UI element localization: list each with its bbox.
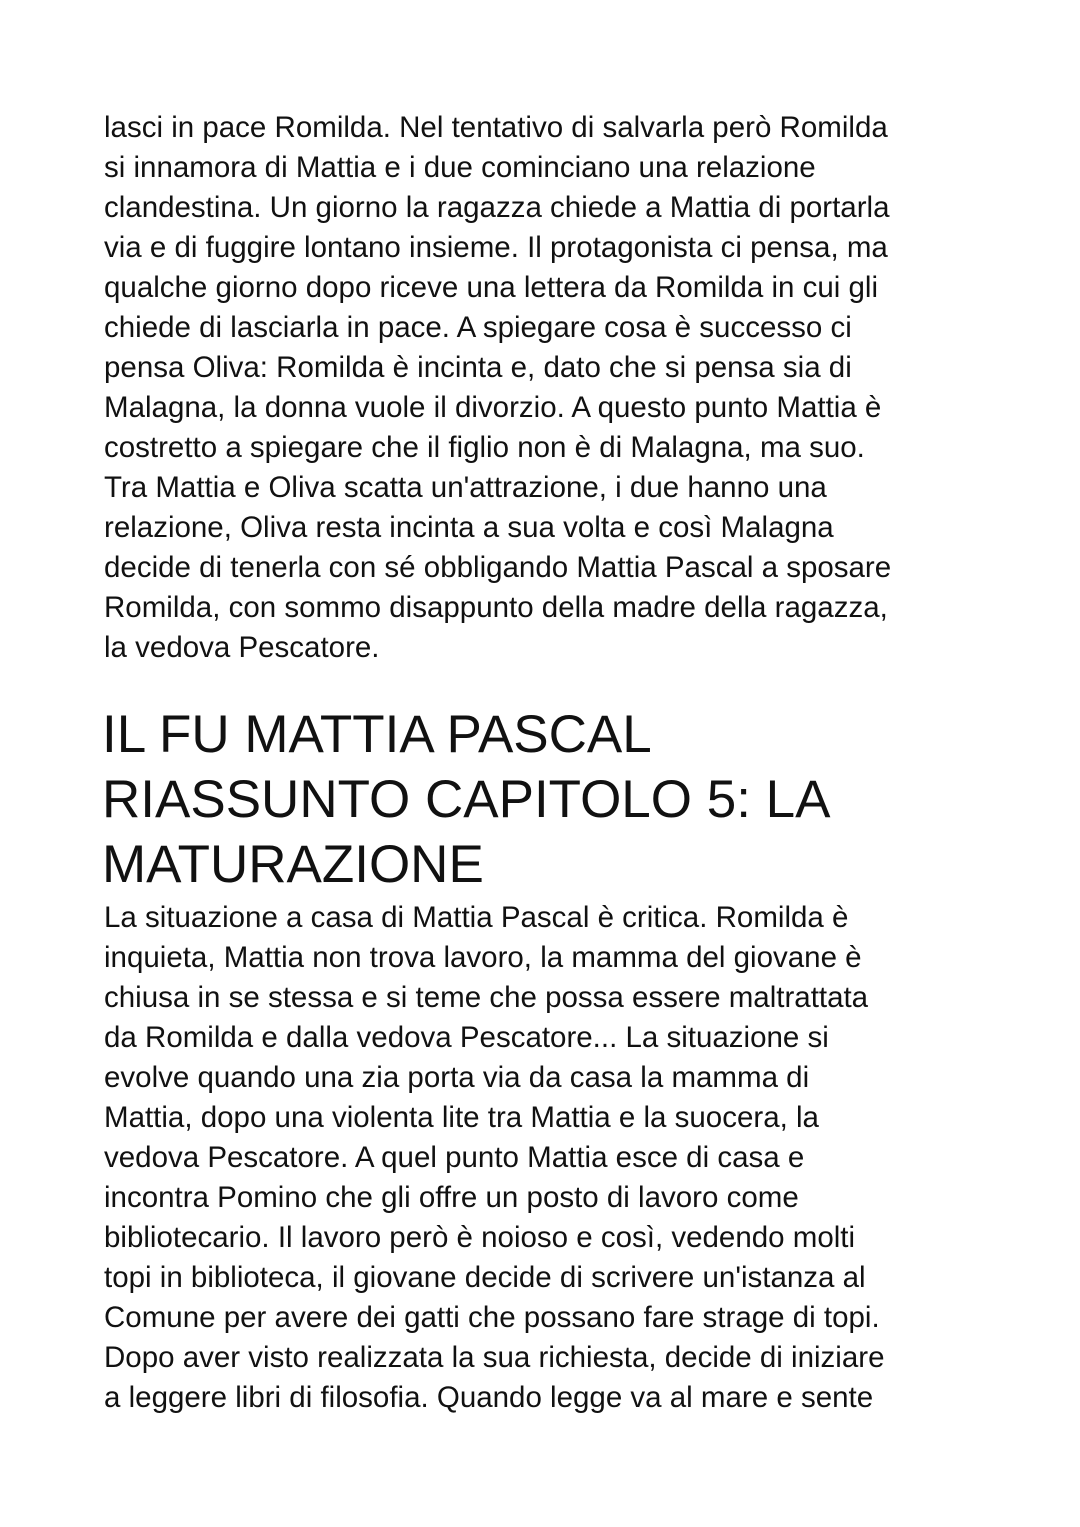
text-line: bibliotecario. Il lavoro però è noioso e così, vedendo molti: [104, 1221, 856, 1254]
text-line: Malagna, la donna vuole il divorzio. A questo punto Mattia è: [104, 391, 882, 424]
text-line: via e di fuggire lontano insieme. Il protagonista ci pensa, ma: [104, 231, 888, 264]
section-heading: [102, 702, 831, 897]
text-line: costretto a spiegare che il figlio non è di Malagna, ma suo.: [104, 431, 865, 464]
text-line: Dopo aver visto realizzata la sua richiesta, decide di iniziare: [104, 1341, 885, 1374]
text-line: Comune per avere dei gatti che possano fare strage di topi.: [104, 1301, 880, 1334]
paragraph-1: [104, 108, 891, 668]
text-line: vedova Pescatore. A quel punto Mattia esce di casa e: [104, 1141, 805, 1174]
text-line: La situazione a casa di Mattia Pascal è critica. Romilda è: [104, 901, 849, 934]
text-line: chiusa in se stessa e si teme che possa essere maltrattata: [104, 981, 869, 1014]
text-line: qualche giorno dopo riceve una lettera da Romilda in cui gli: [104, 271, 879, 304]
text-line: si innamora di Mattia e i due cominciano una relazione: [104, 151, 816, 184]
text-line: Tra Mattia e Oliva scatta un'attrazione, i due hanno una: [104, 471, 827, 504]
heading-line: RIASSUNTO CAPITOLO 5: LA: [102, 770, 831, 829]
text-line: lasci in pace Romilda. Nel tentativo di salvarla però Romilda: [104, 111, 888, 144]
text-line: Romilda, con sommo disappunto della madre della ragazza,: [104, 591, 888, 624]
text-line: la vedova Pescatore.: [104, 631, 380, 664]
text-line: relazione, Oliva resta incinta a sua volta e così Malagna: [104, 511, 834, 544]
heading-line: IL FU MATTIA PASCAL: [102, 705, 652, 764]
text-line: evolve quando una zia porta via da casa la mamma di: [104, 1061, 810, 1094]
text-line: a leggere libri di filosofia. Quando legge va al mare e sente: [104, 1381, 874, 1414]
paragraph-2: [104, 898, 885, 1418]
heading-line: MATURAZIONE: [102, 835, 484, 894]
text-line: decide di tenerla con sé obbligando Mattia Pascal a sposare: [104, 551, 892, 584]
text-line: incontra Pomino che gli offre un posto di lavoro come: [104, 1181, 799, 1214]
text-line: inquieta, Mattia non trova lavoro, la mamma del giovane è: [104, 941, 862, 974]
text-line: chiede di lasciarla in pace. A spiegare cosa è successo ci: [104, 311, 852, 344]
text-line: da Romilda e dalla vedova Pescatore... La situazione si: [104, 1021, 829, 1054]
text-line: pensa Oliva: Romilda è incinta e, dato che si pensa sia di: [104, 351, 852, 384]
text-line: topi in biblioteca, il giovane decide di scrivere un'istanza al: [104, 1261, 866, 1294]
text-line: clandestina. Un giorno la ragazza chiede a Mattia di portarla: [104, 191, 890, 224]
text-line: Mattia, dopo una violenta lite tra Mattia e la suocera, la: [104, 1101, 819, 1134]
